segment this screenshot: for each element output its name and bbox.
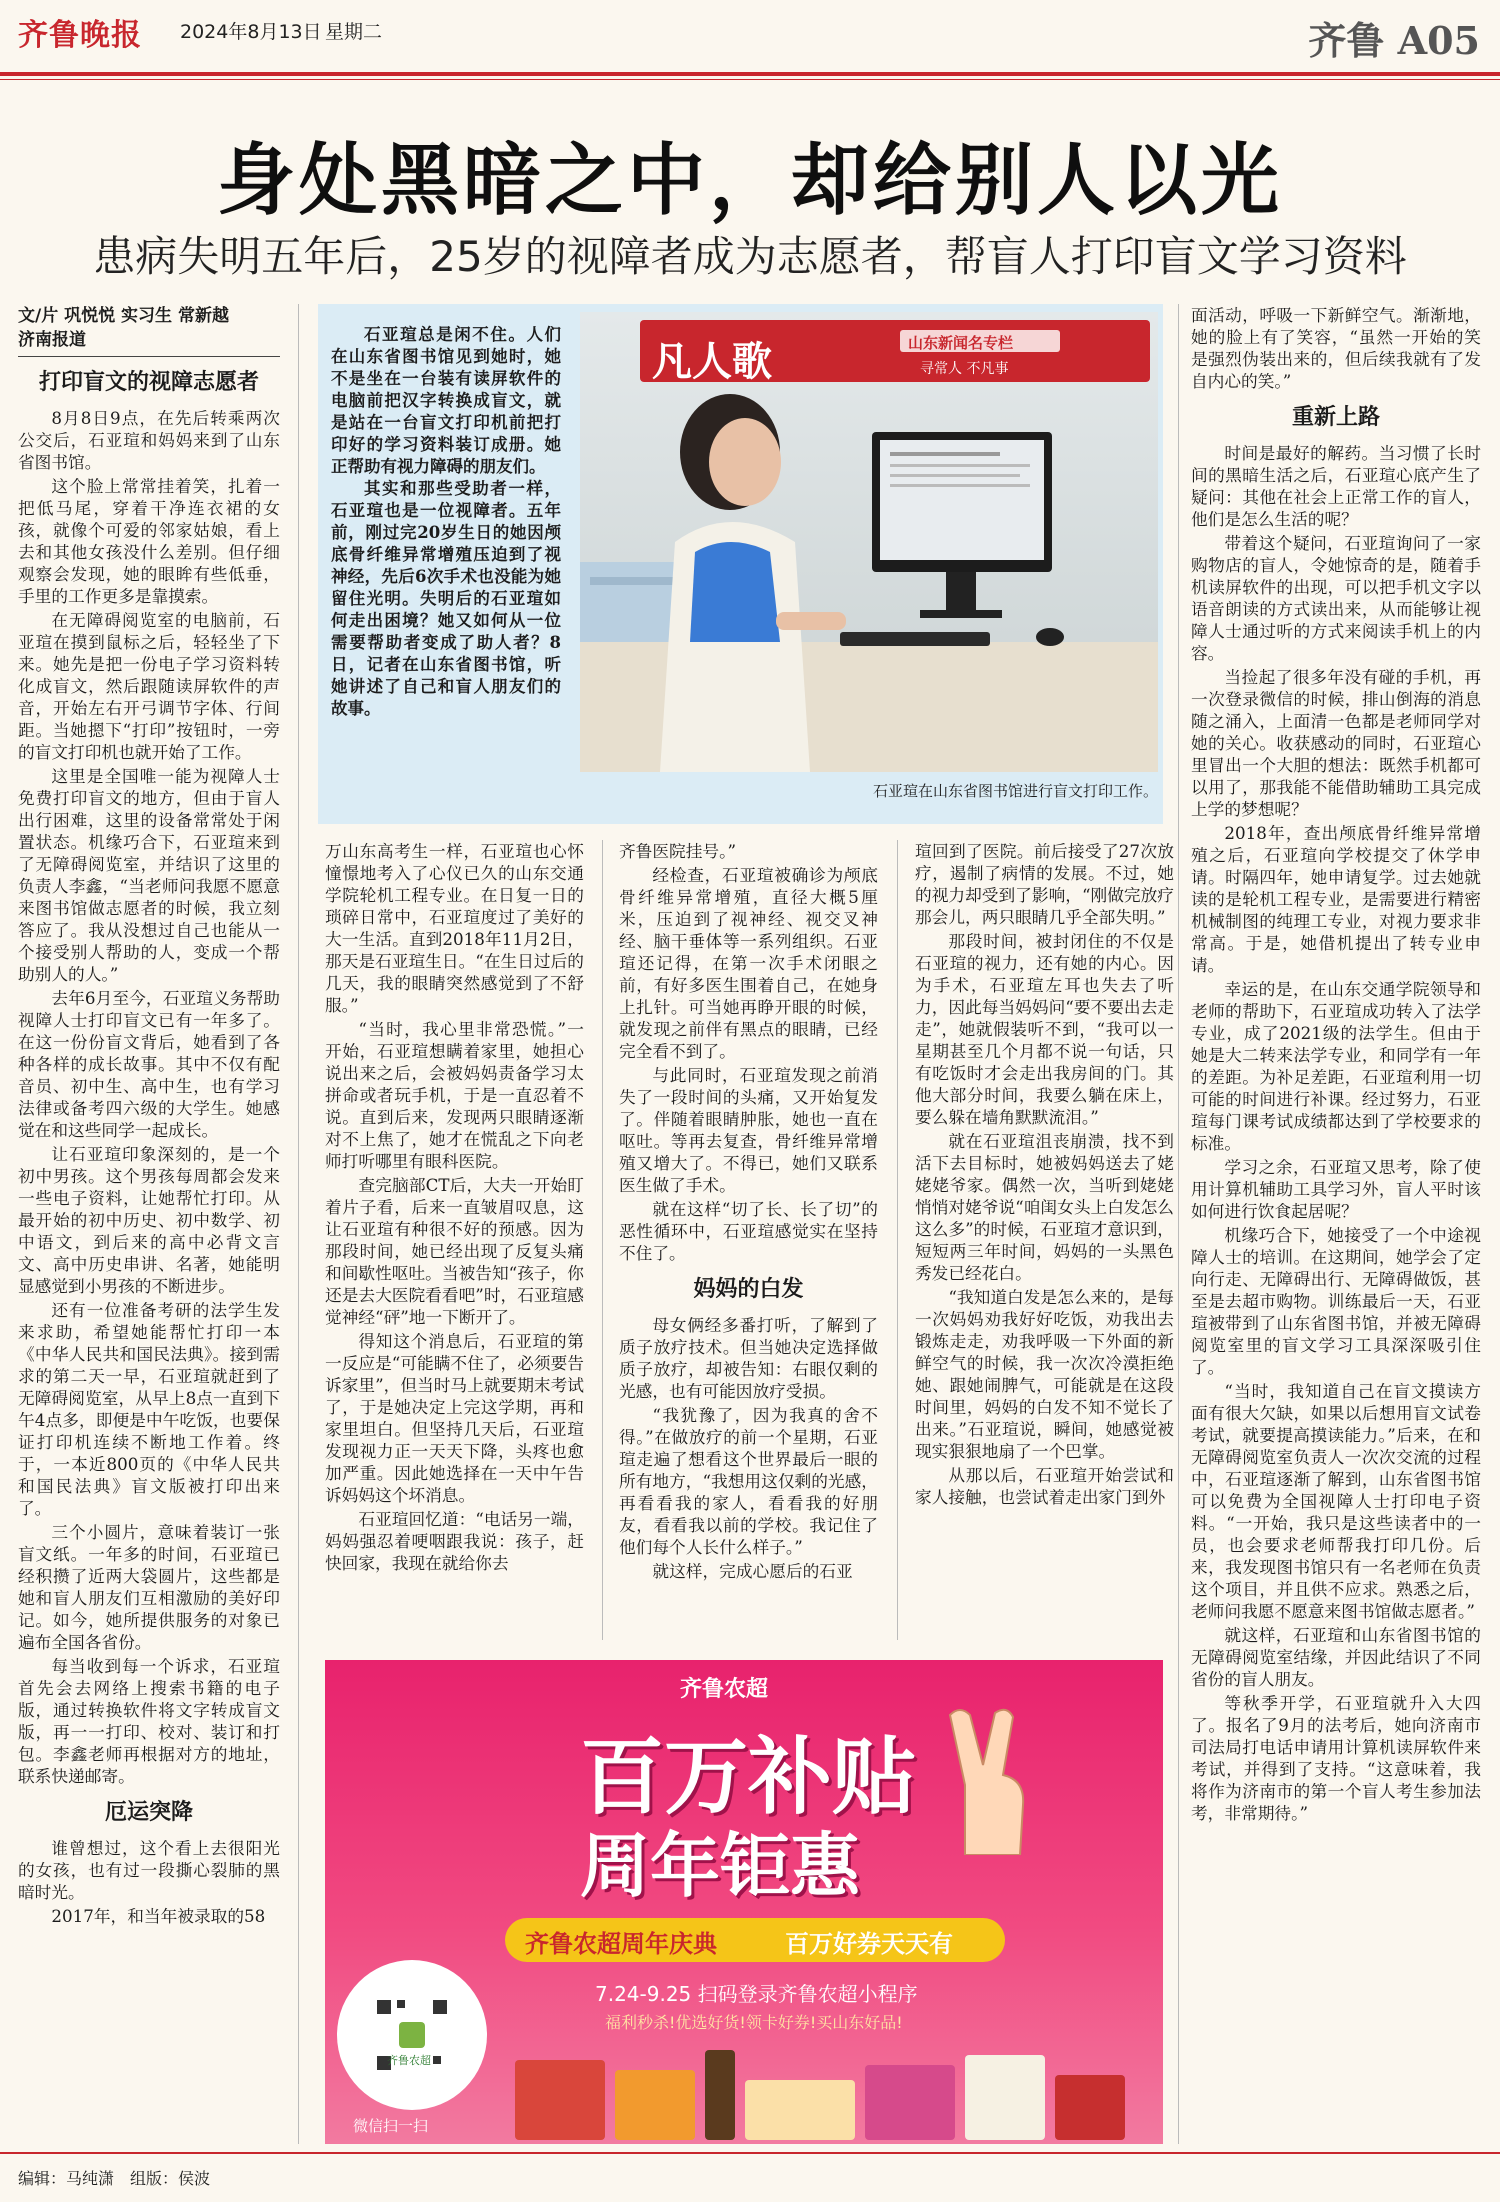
paragraph: 查完脑部CT后，大夫一开始盯着片子看，后来一直皱眉叹息，这让石亚瑄有种很不好的预感。因为那段时间，她已经出现了反复头痛和间歇性呕吐。当被告知“孩子，你还是去大医院看看吧”时，石亚瑄感觉神经“砰”地一下断开了。 [325,1175,584,1327]
article-column-3 [619,840,878,1640]
article-photo [580,312,1158,772]
article-column-4 [915,840,1174,1640]
paragraph: 去年6月至今，石亚瑄义务帮助视障人士打印盲文已有一年多了。在这一份份盲文背后，她看到了各种各样的成长故事。其中不仅有配音员、初中生、高中生，也有学习法律或备考四六级的大学生。她感觉在和这些同学一起成长。 [18,988,280,1140]
paragraph: 瑄回到了医院。前后接受了27次放疗，遏制了病情的发展。不过，她的视力却受到了影响，“刚做完放疗那会儿，两只眼睛几乎全部失明。” [915,841,1174,927]
paragraph: 8月8日9点，在先后转乘两次公交后，石亚瑄和妈妈来到了山东省图书馆。 [18,408,280,472]
ad-slogan: 福利秒杀!优选好货!领卡好券!买山东好品! [605,2013,903,2032]
intro-paragraph: 其实和那些受助者一样，石亚瑄也是一位视障者。五年前，刚过完20岁生日的她因颅底骨纤维异常增殖压迫到了视神经，先后6次手术也没能为她留住光明。失明后的石亚瑄如何走出困境？她又如何从一位需要帮助者变成了助人者？8日，记者在山东省图书馆，听她讲述了自己和盲人朋友们的故事。 [331,479,561,718]
paragraph: “当时，我心里非常恐慌。”一开始，石亚瑄想瞒着家里，她担心说出来之后，会被妈妈责备学习太拼命或者玩手机，于是一直忍着不说。直到后来，发现两只眼睛逐渐对不上焦了，她才在慌乱之下向老师打听哪里有眼科医院。 [325,1019,584,1171]
masthead-divider-thin [0,79,1500,80]
paragraph: 2017年，和当年被录取的58 [51,1906,266,1926]
paragraph: 就这样，石亚瑄和山东省图书馆的无障碍阅览室结缘，并因此结识了不同省份的盲人朋友。 [1191,1625,1481,1689]
ad-brand: 齐鲁农超 [680,1677,769,1702]
paragraph: 石亚瑄回忆道：“电话另一端，妈妈强忍着哽咽跟我说：孩子，赶快回家，我现在就给你去 [325,1509,584,1573]
column-divider [602,840,603,1640]
paragraph: 三个小圆片，意味着装订一张盲文纸。一年多的时间，石亚瑄已经积攒了近两大袋圆片，这些都是她和盲人朋友们互相激励的美好印记。如今，她所提供服务的对象已遍布全国各省份。 [18,1522,280,1652]
ad-ribbon-left: 齐鲁农超周年庆典 [525,1930,717,1958]
main-headline: 身处黑暗之中，却给别人以光 [216,135,1283,226]
ad-scan-note: 微信扫一扫 [353,2117,429,2135]
paragraph: 就在这样“切了长、长了切”的恶性循环中，石亚瑄感觉实在坚持不住了。 [619,1199,878,1263]
paragraph: 2018年，查出颅底骨纤维异常增殖之后，石亚瑄向学校提交了休学申请。时隔四年，她申请复学。过去她就读的是轮机工程专业，是需要进行精密机械制图的纯理工专业，对视力要求非常高。于是，她借机提出了转专业申请。 [1191,823,1481,975]
column-divider [298,304,299,2144]
ad-products-illustration [515,2040,1135,2140]
paragraph: 在无障碍阅览室的电脑前，石亚瑄在摸到鼠标之后，轻轻坐了下来。她先是把一份电子学习资料转化成盲文，然后跟随读屏软件的声音，开始左右开弓调节字体、行间距。当她摁下“打印”按钮时，一旁的盲文打印机也就开始了工作。 [18,610,280,762]
paragraph: 还有一位准备考研的法学生发来求助，希望她能帮忙打印一本《中华人民共和国民法典》。接到需求的第二天一早，石亚瑄就赶到了无障碍阅览室，从早上8点一直到下午4点多，即便是中午吃饭，也要保证打印机连续不断地工作着。终于，一本近800页的《中华人民共和国民法典》盲文版被打印出来了。 [18,1300,280,1518]
paragraph: 带着这个疑问，石亚瑄询问了一家购物店的盲人，令她惊奇的是，随着手机读屏软件的出现，可以把手机文字以语音朗读的方式读出来，从而能够让视障人士通过听的方式来阅读手机上的内容。 [1191,533,1481,663]
photo-caption: 石亚瑄在山东省图书馆进行盲文打印工作。 [872,782,1158,800]
paragraph: 等秋季开学，石亚瑄就升入大四了。报名了9月的法考后，她向济南市司法局打电话申请用计算机读屏软件来考试，并得到了支持。“这意味着，我将作为济南市的第一个盲人考生参加法考，非常期待。” [1191,1693,1481,1823]
paragraph: 得知这个消息后，石亚瑄的第一反应是“可能瞒不住了，必须要告诉家里”，但当时马上就要期末考试了，于是她决定上完这学期，再和家里坦白。但坚持几天后，石亚瑄发现视力正一天天下降，头疼也愈加严重。因此她选择在一天中午告诉妈妈这个坏消息。 [325,1331,584,1505]
paragraph: 谁曾想过，这个看上去很阳光的女孩，也有过一段撕心裂肺的黑暗时光。 [18,1838,280,1902]
paragraph: “我知道白发是怎么来的，是每一次妈妈劝我好好吃饭，劝我出去锻炼走走，劝我呼吸一下外面的新鲜空气的时候，我一次次冷漠拒绝她、跟她闹脾气，可能就是在这段时间里，妈妈的白发不知不觉长了出来。”石亚瑄说，瞬间，她感觉被现实狠狠地扇了一个巴掌。 [915,1287,1174,1461]
paragraph: 那段时间，被封闭住的不仅是石亚瑄的视力，还有她的内心。因为手术，石亚瑄左耳也失去了听力，因此每当妈妈问“要不要出去走走”，她就假装听不到，“我可以一星期甚至几个月都不说一句话，只有吃饭时才会走出我房间的门。其他大部分时间，我要么躺在床上，要么躲在墙角默默流泪。” [915,931,1174,1127]
column-divider [897,840,898,1640]
section-title: 打印盲文的视障志愿者 [38,369,259,395]
paragraph: 就这样，完成心愿后的石亚 [652,1561,853,1581]
paragraph: 这个脸上常常挂着笑，扎着一把低马尾，穿着干净连衣裙的女孩，就像个可爱的邻家姑娘，看上去和其他女孩没什么差别。但仔细观察会发现，她的眼眸有些低垂，手里的工作更多是靠摸索。 [18,476,280,606]
column-banner-tag: 山东新闻名专栏 [908,334,1014,352]
paragraph: 与此同时，石亚瑄发现之前消失了一段时间的头痛，又开始复发了。伴随着眼睛肿胀，她也一直在呕吐。等再去复查，骨纤维异常增殖又增大了。不得已，她们又联系医生做了手术。 [619,1065,878,1195]
footer-divider [0,2152,1500,2154]
column-banner-title: 凡人歌 [652,338,772,385]
paragraph: 从那以后，石亚瑄开始尝试和家人接触，也尝试着走出家门到外 [915,1465,1174,1507]
page-section-label: 齐鲁 A05 [1308,18,1480,63]
paragraph: “当时，我知道自己在盲文摸读方面有很大欠缺，如果以后想用盲文试卷考试，就要提高摸读能力。”后来，在和无障碍阅览室负责人一次次交流的过程中，石亚瑄逐渐了解到，山东省图书馆可以免费为全国视障人士打印电子资料。“一开始，我只是这些读者中的一员，也会要求老师帮我打印几份。后来，我发现图书馆只有一名老师在负责这个项目，并且供不应求。熟悉之后，老师问我愿不愿意来图书馆做志愿者。” [1191,1381,1481,1621]
intro-paragraph: 石亚瑄总是闲不住。人们在山东省图书馆见到她时，她不是坐在一台装有读屏软件的电脑前把汉字转换成盲文，就是站在一台盲文打印机前把打印好的学习资料装订成册。她正帮助有视力障碍的朋友们。 [331,325,561,476]
section-title: 妈妈的白发 [693,1276,804,1302]
paragraph: 当捡起了很多年没有碰的手机，再一次登录微信的时候，排山倒海的消息随之涌入，上面清一色都是老师同学对她的关心。收获感动的同时，石亚瑄心里冒出一个大胆的想法：既然手机都可以用了，那我能不能借助辅助工具完成上学的梦想呢？ [1191,667,1481,819]
ad-ribbon-right: 百万好券天天有 [785,1930,953,1958]
feature-intro-text [331,324,561,794]
paragraph: 这里是全国唯一能为视障人士免费打印盲文的地方，但由于盲人出行困难，这里的设备常常处于闲置状态。机缘巧合下，石亚瑄来到了无障碍阅览室，并结识了这里的负责人李鑫，“当老师问我愿不愿意来图书馆做志愿者的时候，我立刻答应了。我从没想过自己也能从一个接受别人帮助的人，变成一个帮助别人的人。” [18,766,280,984]
paragraph: 机缘巧合下，她接受了一个中途视障人士的培训。在这期间，她学会了定向行走、无障碍出行、无障碍做饭，甚至是去超市购物。训练最后一天，石亚瑄被带到了山东省图书馆，并被无障碍阅览室里的盲文学习工具深深吸引住了。 [1191,1225,1481,1377]
byline-location: 济南报道 [18,330,86,350]
paragraph: 经检查，石亚瑄被确诊为颅底骨纤维异常增殖，直径大概5厘米，压迫到了视神经、视交叉神经、脑干垂体等一系列组织。石亚瑄还记得，在第一次手术闭眼之前，有好多医生围着自己，在她身上扎针。可当她再睁开眼的时候，就发现之前伴有黑点的眼睛，已经完全看不到了。 [619,865,878,1061]
section-title: 厄运突降 [104,1799,193,1825]
paragraph: 就在石亚瑄沮丧崩溃，找不到活下去目标时，她被妈妈送去了姥姥姥爷家。偶然一次，当听到姥姥悄悄对姥爷说“咱闺女头上白发怎么这么多”的时候，石亚瑄才意识到，短短两三年时间，妈妈的一头黑色秀发已经花白。 [915,1131,1174,1283]
paragraph: “我犹豫了，因为我真的舍不得。”在做放疗的前一个星期，石亚瑄走遍了想看这个世界最后一眼的所有地方，“我想用这仅剩的光感，再看看我的家人，看看我的好朋友，看看我以前的学校。我记住了他们每个人长什么样子。” [619,1405,878,1557]
ad-headline-2: 周年钜惠 [580,1825,860,1907]
ad-headline-1: 百万补贴 [580,1728,917,1826]
ad-dates: 7.24-9.25 扫码登录齐鲁农超小程序 [595,1982,918,2006]
column-banner-slogan: 寻常人 不凡事 [920,361,1009,377]
article-column-1 [18,304,280,2144]
issue-weekday: 星期二 [325,21,383,43]
byline [18,304,280,357]
article-column-5 [1191,304,1481,2144]
paragraph: 时间是最好的解药。当习惯了长时间的黑暗生活之后，石亚瑄心底产生了疑问：其他在社会上正常工作的盲人，他们是怎么生活的呢？ [1191,443,1481,529]
paragraph: 母女俩经多番打听，了解到了质子放疗技术。但当她决定选择做质子放疗，却被告知：右眼仅剩的光感，也有可能因放疗受损。 [619,1315,878,1401]
issue-date: 2024年8月13日 [180,21,322,43]
paragraph: 万山东高考生一样，石亚瑄也心怀憧憬地考入了心仪已久的山东交通学院轮机工程专业。在日复一日的琐碎日常中，石亚瑄度过了美好的大一生活。直到2018年11月2日，那天是石亚瑄生日。“在生日过后的几天，我的眼睛突然感觉到了不舒服。” [325,841,584,1015]
paragraph: 每当收到每一个诉求，石亚瑄首先会去网络上搜索书籍的电子版，通过转换软件将文字转成盲文版，再一一打印、校对、装订和打包。李鑫老师再根据对方的地址，联系快递邮寄。 [18,1656,280,1786]
column-divider [1178,304,1179,2144]
section-title: 重新上路 [1291,404,1380,430]
newspaper-masthead: 齐鲁晚报 [18,18,142,53]
qr-brand: 齐鲁农超 [387,2054,431,2067]
footer-credits: 编辑：马纯潇 组版：侯波 [18,2169,211,2188]
byline-authors: 文/片 巩悦悦 实习生 常新越 [18,306,229,326]
paragraph: 让石亚瑄印象深刻的，是一个初中男孩。这个男孩每周都会发来一些电子资料，让她帮忙打印。从最开始的初中历史、初中数学、初中语文，到后来的高中必背文言文、高中历史串讲、名著，她能明显感觉到小男孩的不断进步。 [18,1144,280,1296]
article-column-2 [325,840,584,1640]
paragraph: 学习之余，石亚瑄又思考，除了使用计算机辅助工具学习外，盲人平时该如何进行饮食起居呢？ [1191,1157,1481,1221]
sub-headline: 患病失明五年后，25岁的视障者成为志愿者，帮盲人打印盲文学习资料 [93,232,1407,281]
qr-code-icon[interactable] [337,1960,487,2110]
advertisement [325,1660,1163,2144]
paragraph: 面活动，呼吸一下新鲜空气。渐渐地，她的脸上有了笑容，“虽然一开始的笑是强烈伪装出来的，但后续我就有了发自内心的笑。” [1191,305,1481,391]
masthead-divider [0,72,1500,76]
victory-hand-icon [925,1705,1045,1855]
paragraph: 齐鲁医院挂号。” [619,841,736,861]
paragraph: 幸运的是，在山东交通学院领导和老师的帮助下，石亚瑄成功转入了法学专业，成了2021级的法学生。但由于她是大二转来法学专业，和同学有一年的差距。为补足差距，石亚瑄利用一切可能的时间进行补课。经过努力，石亚瑄每门课考试成绩都达到了学校要求的标准。 [1191,979,1481,1153]
